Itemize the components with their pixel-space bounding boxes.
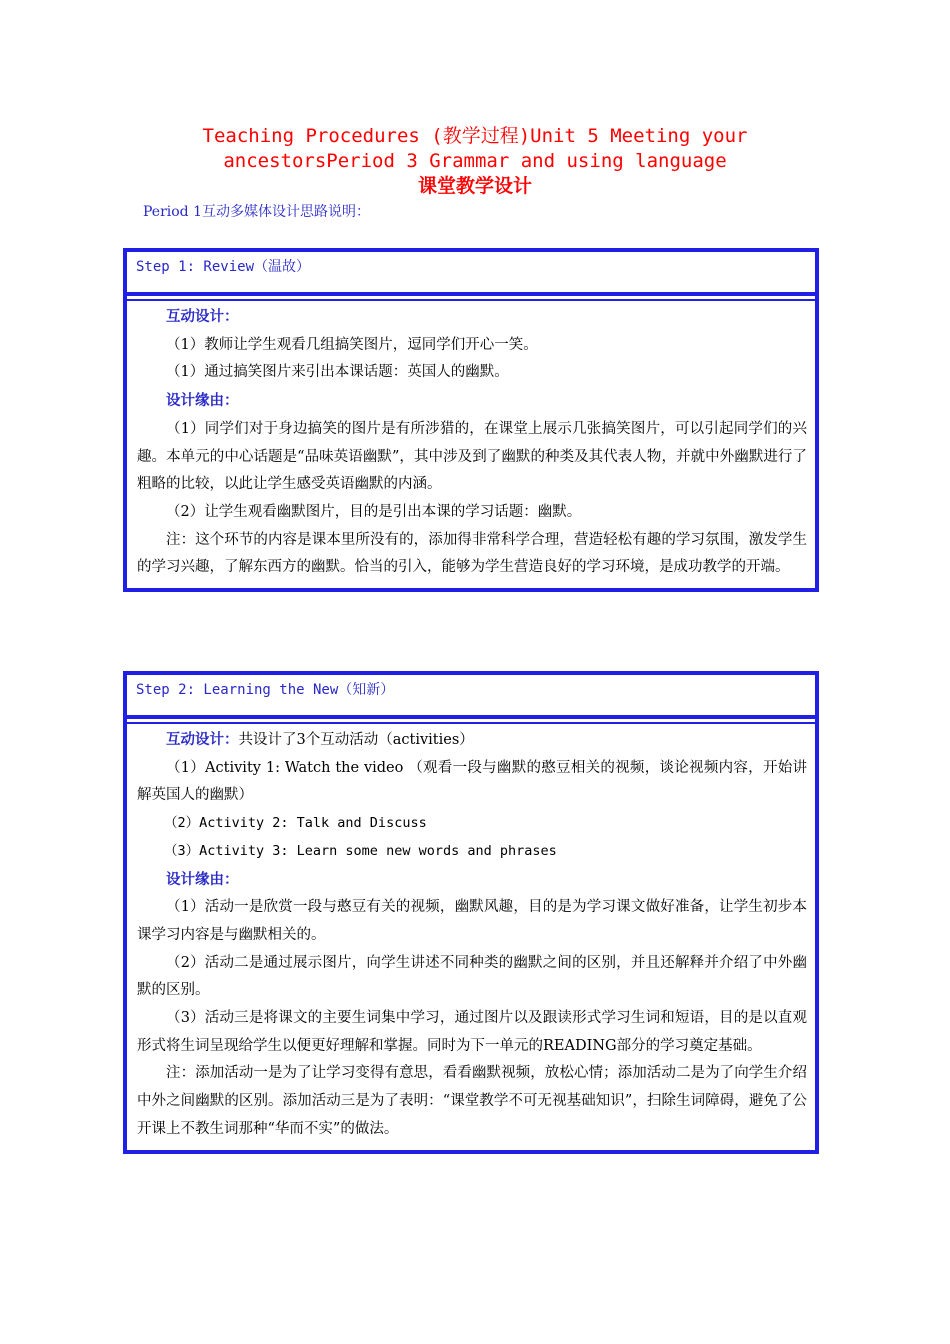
- step1-design-label: 互动设计：: [166, 308, 239, 325]
- document-title: [0, 124, 950, 199]
- step2-reason-label: 设计缘由：: [166, 870, 239, 888]
- title-line-3: 课堂教学设计: [417, 175, 532, 197]
- step2-reason: （2）活动二是通过展示图片，向学生讲述不同种类的幽默之间的区别，并且还解释并介绍了中外幽默的区别。: [137, 954, 807, 999]
- period-subtitle: Period 1互动多媒体设计思路说明：: [143, 204, 370, 220]
- step2-item: （1）Activity 1: Watch the video （观看一段与幽默的憨豆相关的视频，谈论视频内容，开始讲解英国人的幽默）: [137, 759, 807, 804]
- step2-body: [127, 722, 815, 1150]
- step2-item: （2）Activity 2: Talk and Discuss: [164, 815, 427, 832]
- step1-item: （1）通过搞笑图片来引出本课话题：英国人的幽默。: [166, 364, 509, 381]
- step2-item: （3）Activity 3: Learn some new words and phrases: [164, 842, 557, 859]
- step1-note: 注：这个环节的内容是课本里所没有的，添加得非常科学合理，营造轻松有趣的学习氛围，激发学生的学习兴趣，了解东西方的幽默。恰当的引入，能够为学生营造良好的学习环境，是成功教学的开端。: [137, 531, 807, 576]
- step2-reason: （1）活动一是欣赏一段与憨豆有关的视频，幽默风趣，目的是为学习课文做好准备，让学生初步本课学习内容是与幽默相关的。: [137, 899, 807, 943]
- title-line-2: ancestorsPeriod 3 Grammar and using language: [223, 150, 727, 172]
- step1-body: [127, 299, 815, 588]
- step2-reason: （3）活动三是将课文的主要生词集中学习，通过图片以及跟读形式学习生词和短语，目的是以直观形式将生词呈现给学生以便更好理解和掌握。同时为下一单元的READING部分的学习奠定基础。: [137, 1010, 807, 1054]
- step2-note: 注：添加活动一是为了让学习变得有意思，看看幽默视频，放松心情；添加活动二是为了向学生介绍中外之间幽默的区别。添加活动三是为了表明：“课堂教学不可无视基础知识”，扫除生词障碍，避免了公开课上不教生词那种“华而不实”的做法。: [137, 1065, 807, 1137]
- step1-reason-label: 设计缘由：: [166, 392, 239, 410]
- step1-box: [123, 248, 819, 592]
- title-line-1: Teaching Procedures (教学过程)Unit 5 Meeting your: [202, 125, 748, 147]
- step1-item: （1）教师让学生观看几组搞笑图片，逗同学们开心一笑。: [166, 336, 538, 353]
- step2-design-text: 共设计了3个互动活动（activities）: [238, 732, 474, 748]
- step1-reason: （2）让学生观看幽默图片，目的是引出本课的学习话题：幽默。: [166, 503, 582, 520]
- step2-design-label: 互动设计：: [166, 731, 239, 748]
- step1-heading: Step 1: Review（温故）: [127, 252, 815, 296]
- step2-heading: Step 2: Learning the New（知新）: [127, 675, 815, 719]
- step1-reason: （1）同学们对于身边搞笑的图片是有所涉猎的，在课堂上展示几张搞笑图片，可以引起同学们的兴趣。本单元的中心话题是“品味英语幽默”，其中涉及到了幽默的种类及其代表人物，并就中外幽默进行了粗略的比较，以此让学生感受英语幽默的内涵。: [137, 420, 807, 493]
- step2-box: [123, 671, 819, 1154]
